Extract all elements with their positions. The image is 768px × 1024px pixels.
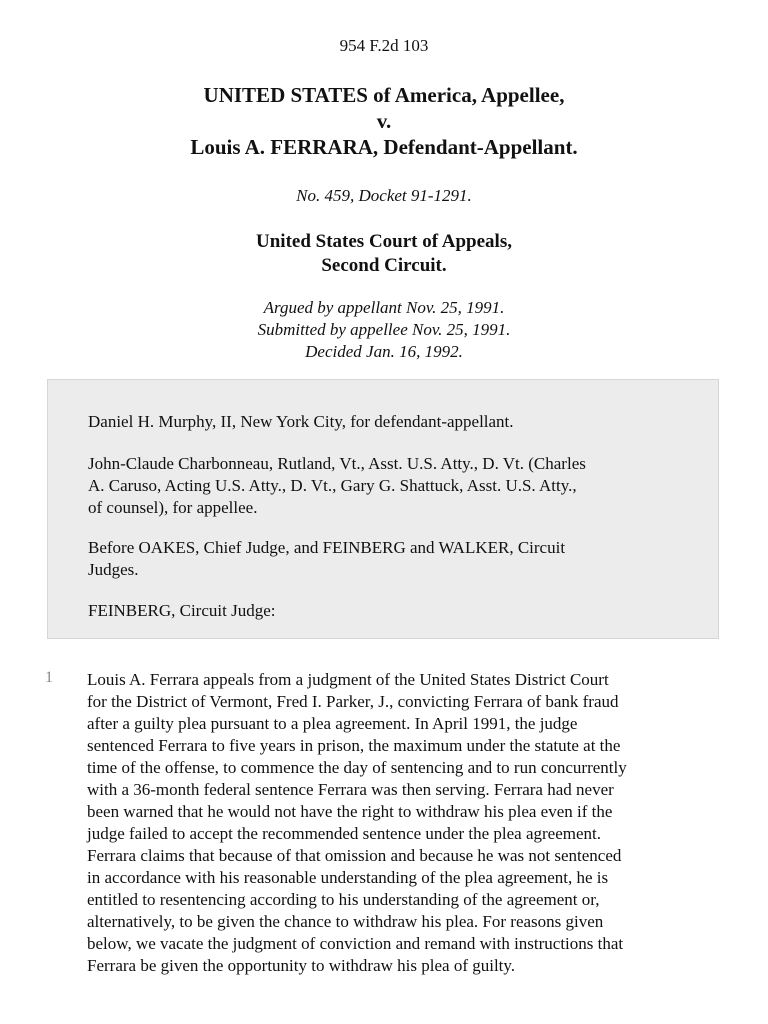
opinion-line: time of the offense, to commence the day of sentencing and to run concurrently — [87, 758, 627, 777]
court-name — [0, 230, 768, 278]
opinion-line: been warned that he would not have the right to withdraw his plea even if the — [87, 802, 613, 821]
opinion-line: below, we vacate the judgment of conviction and remand with instructions that — [87, 934, 624, 953]
docket-number: No. 459, Docket 91-1291. — [296, 186, 472, 205]
submitted-date: Submitted by appellee Nov. 25, 1991. — [257, 320, 511, 339]
case-citation: 954 F.2d 103 — [339, 36, 429, 55]
case-parties — [0, 82, 768, 160]
panel-judges — [88, 537, 688, 581]
appellee-counsel — [88, 453, 688, 519]
appellee-party: UNITED STATES of America, Appellee, — [203, 83, 565, 107]
opinion-line: judge failed to accept the recommended sentence under the plea agreement. — [87, 824, 602, 843]
opinion-line: with a 36-month federal sentence Ferrara was then serving. Ferrara had never — [87, 780, 614, 799]
decided-date: Decided Jan. 16, 1992. — [305, 342, 463, 361]
versus-line: v. — [376, 109, 392, 133]
panel-judges-line: Before OAKES, Chief Judge, and FEINBERG and WALKER, Circuit — [88, 538, 566, 557]
opinion-paragraph — [87, 669, 727, 977]
opinion-line: Louis A. Ferrara appeals from a judgment of the United States District Court — [87, 670, 609, 689]
appellee-counsel-line: John-Claude Charbonneau, Rutland, Vt., Asst. U.S. Atty., D. Vt. (Charles — [88, 454, 586, 473]
case-dates — [0, 297, 768, 363]
circuit-line: Second Circuit. — [321, 255, 447, 276]
opinion-line: Ferrara claims that because of that omission and because he was not sentenced — [87, 846, 622, 865]
opinion-line: for the District of Vermont, Fred I. Parker, J., convicting Ferrara of bank fraud — [87, 692, 619, 711]
appellant-party: Louis A. FERRARA, Defendant-Appellant. — [190, 135, 578, 159]
paragraph-number: 1 — [45, 669, 53, 686]
opinion-line: alternatively, to be given the chance to withdraw his plea. For reasons given — [87, 912, 604, 931]
opinion-author: FEINBERG, Circuit Judge: — [88, 601, 276, 620]
opinion-line: sentenced Ferrara to five years in prison, the maximum under the statute at the — [87, 736, 621, 755]
opinion-line: in accordance with his reasonable understanding of the plea agreement, he is — [87, 868, 609, 887]
appellee-counsel-line: A. Caruso, Acting U.S. Atty., D. Vt., Gary G. Shattuck, Asst. U.S. Atty., — [88, 476, 577, 495]
argued-date: Argued by appellant Nov. 25, 1991. — [263, 298, 505, 317]
opinion-line: Ferrara be given the opportunity to withdraw his plea of guilty. — [87, 956, 516, 975]
appellant-counsel: Daniel H. Murphy, II, New York City, for defendant-appellant. — [88, 412, 514, 431]
opinion-line: entitled to resentencing according to his understanding of the agreement or, — [87, 890, 600, 909]
court-name-line: United States Court of Appeals, — [256, 231, 512, 252]
opinion-line: after a guilty plea pursuant to a plea agreement. In April 1991, the judge — [87, 714, 578, 733]
panel-judges-line: Judges. — [88, 560, 139, 579]
appellee-counsel-line: of counsel), for appellee. — [88, 498, 258, 517]
counsel-panel — [47, 379, 719, 639]
